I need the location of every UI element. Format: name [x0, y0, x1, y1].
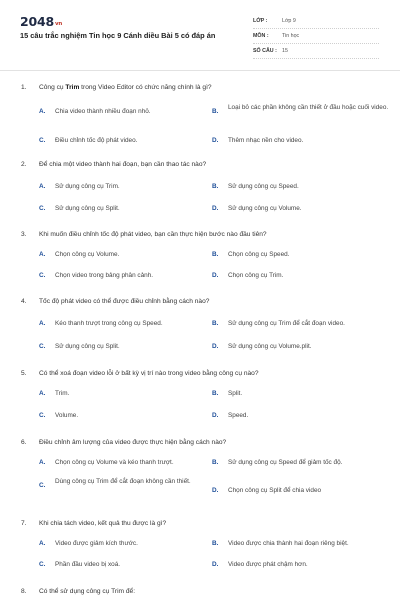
option-letter: B.: [212, 390, 219, 397]
option-letter: A.: [39, 390, 46, 397]
option-letter: D.: [212, 272, 219, 279]
option-text: Chọn công cụ Split để chia video: [228, 487, 322, 494]
option-text: Chọn công cụ Trim.: [228, 272, 284, 279]
option-text: Chia video thành nhiều đoạn nhỏ.: [55, 108, 151, 115]
option-text: Dùng công cụ Trim để cắt đoạn không cần thiết.: [55, 478, 191, 485]
meta-subject-label: MÔN :: [253, 33, 269, 39]
option-letter: C.: [39, 343, 46, 350]
option-letter: B.: [212, 320, 219, 327]
option-text: Sử dụng công cụ Split.: [55, 205, 120, 212]
meta-count-value: 15: [282, 48, 288, 54]
meta-grade-value: Lớp 9: [282, 18, 296, 24]
meta-grade-label: LỚP :: [253, 18, 268, 24]
option-letter: C.: [39, 561, 46, 568]
option-text: Sử dụng công cụ Split.: [55, 343, 120, 350]
option-text: Sử dụng công cụ Speed để giảm tốc độ.: [228, 459, 343, 466]
option-text: Video được chia thành hai đoạn riêng biệt.: [228, 540, 349, 547]
option-text: Điều chỉnh tốc độ phát video.: [55, 137, 138, 144]
option-letter: D.: [212, 487, 219, 494]
option-letter: A.: [39, 320, 46, 327]
option-text: Trim.: [55, 390, 70, 397]
question-text-part: trong Video Editor có chức năng chính là gì?: [79, 84, 212, 91]
option-letter: B.: [212, 459, 219, 466]
question-text-bold: Trim: [65, 84, 80, 91]
option-letter: B.: [212, 251, 219, 258]
option-text: Speed.: [228, 412, 249, 419]
option-letter: C.: [39, 482, 46, 489]
question-number: 6.: [21, 439, 27, 446]
option-text: Loại bỏ các phần không cần thiết ở đầu hoặc cuối video.: [228, 104, 389, 111]
question-text: [39, 84, 379, 91]
option-text: Split.: [228, 390, 243, 397]
option-letter: A.: [39, 459, 46, 466]
option-text: Sử dụng công cụ Trim.: [55, 183, 120, 190]
question-number: 7.: [21, 520, 27, 527]
question-number: 5.: [21, 370, 27, 377]
option-text: Phần đầu video bị xoá.: [55, 561, 121, 568]
meta-subject-value: Tin học: [282, 33, 300, 39]
option-letter: B.: [212, 108, 219, 115]
option-text: Video được giảm kích thước.: [55, 540, 138, 547]
logo-text: 2048: [20, 14, 54, 29]
option-letter: A.: [39, 108, 46, 115]
question-text: Có thể sử dụng công cụ Trim để:: [39, 588, 136, 595]
question-text: Khi muốn điều chỉnh tốc độ phát video, bạn cần thực hiện bước nào đầu tiên?: [39, 231, 267, 238]
option-text: Chọn công cụ Volume và kéo thanh trượt.: [55, 459, 174, 466]
option-text: Sử dụng công cụ Trim để cắt đoạn video.: [228, 320, 345, 327]
option-text: Chọn công cụ Speed.: [228, 251, 290, 258]
option-text: Thêm nhạc nền cho video.: [228, 137, 304, 144]
option-letter: A.: [39, 540, 46, 547]
question-text: Tốc độ phát video có thể được điều chỉnh bằng cách nào?: [39, 298, 210, 305]
option-text: Kéo thanh trượt trong công cụ Speed.: [55, 320, 163, 327]
logo-suffix: vn: [55, 21, 63, 27]
option-text: Chọn công cụ Volume.: [55, 251, 120, 258]
question-number: 3.: [21, 231, 27, 238]
option-letter: D.: [212, 205, 219, 212]
option-text: Sử dụng công cụ Speed.: [228, 183, 299, 190]
option-letter: B.: [212, 183, 219, 190]
option-letter: C.: [39, 205, 46, 212]
option-text: Video được phát chậm hơn.: [228, 561, 308, 568]
question-text: Khi chia tách video, kết quả thu được là gì?: [39, 520, 167, 527]
question-text: Có thể xoá đoạn video lỗi ở bất kỳ vị trí nào trong video bằng công cụ nào?: [39, 370, 259, 377]
option-text: Sử dụng công cụ Volume.: [228, 205, 302, 212]
option-letter: D.: [212, 561, 219, 568]
option-letter: C.: [39, 272, 46, 279]
question-number: 8.: [21, 588, 27, 595]
question-text: Để chia một video thành hai đoạn, bạn cần thao tác nào?: [39, 161, 207, 168]
option-text: Volume.: [55, 412, 79, 419]
option-letter: D.: [212, 412, 219, 419]
option-letter: A.: [39, 183, 46, 190]
option-letter: A.: [39, 251, 46, 258]
option-text: Sử dụng công cụ Volume.plit.: [228, 343, 312, 350]
question-text: Điều chỉnh âm lượng của video được thực hiện bằng cách nào?: [39, 439, 227, 446]
option-letter: B.: [212, 540, 219, 547]
question-text-part: Công cụ: [39, 84, 66, 91]
question-number: 2.: [21, 161, 27, 168]
question-number: 1.: [21, 84, 27, 91]
option-text: Chọn video trong bảng phân cảnh.: [55, 272, 154, 279]
option-letter: D.: [212, 343, 219, 350]
document-title: 15 câu trắc nghiệm Tin học 9 Cánh diều Bài 5 có đáp án: [20, 31, 216, 40]
option-letter: D.: [212, 137, 219, 144]
meta-count-label: SỐ CÂU :: [253, 48, 277, 54]
option-letter: C.: [39, 137, 46, 144]
question-number: 4.: [21, 298, 27, 305]
option-letter: C.: [39, 412, 46, 419]
